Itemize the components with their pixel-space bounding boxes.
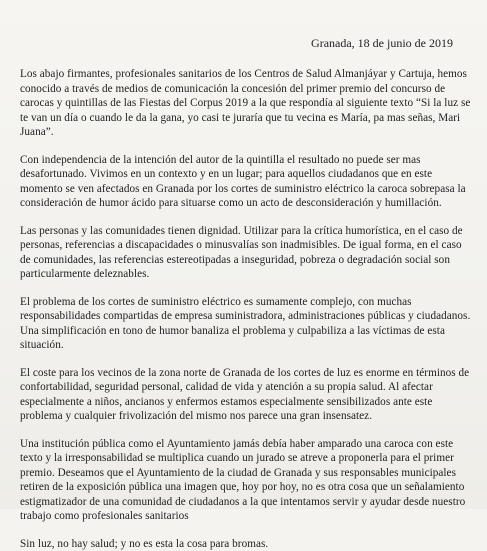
paragraph-complexity: El problema de los cortes de suministro eléctrico es sumamente complejo, con muchas responsabilidades compartidas de empresa suministradora, administraciones públicas y ciudadanos. Una simplificación en tono de humor banaliza el problema y culpabiliza a las víctimas de esta situación. (20, 295, 471, 353)
paragraph-closing: Sin luz, no hay salud; y no es esta la cosa para bromas. (20, 537, 471, 551)
paragraph-dignity: Las personas y las comunidades tienen dignidad. Utilizar para la crítica humorística, en el caso de personas, referencias a discapacidades o minusvalías son inadmisibles. De igual forma, en el caso de comunidades, las referencias estereotipadas a inseguridad, pobreza o degradación social son particularmente deleznables. (20, 224, 471, 282)
paragraph-cost: El coste para los vecinos de la zona norte de Granada de los cortes de luz es enorme en términos de confortabilidad, seguridad personal, calidad de vida y atención a su propia salud. Al afectar especialmente a niños, ancianos y enfermos estamos especialmente sensibilizados ante este problema y cualquier frivolización del mismo nos parece una gran insensatez. (20, 366, 471, 424)
paragraph-context: Con independencia de la intención del autor de la quintilla el resultado no puede ser mas desafortunado. Vivimos en un contexto y en un lugar; para aquellos ciudadanos que en este momento se ven afectados en Granada por los cortes de suministro eléctrico la caroca sobrepasa la consideración de humor ácido para situarse como un acto de desconsideración y humillación. (20, 153, 471, 211)
letter-date: Granada, 18 de junio de 2019 (20, 36, 453, 50)
paragraph-institution: Una institución pública como el Ayuntamiento jamás debía haber amparado una caroca con este texto y la irresponsabilidad se multiplica cuando un jurado se atreve a proponerla para el primer premio. Deseamos que el Ayuntamiento de la ciudad de Granada y sus responsables municipales retiren de la exposición pública una imagen que, hoy por hoy, no es otra cosa que un señalamiento estigmatizador de una comunidad de ciudadanos a la que intentamos servir y ayudar desde nuestro trabajo como profesionales sanitarios (20, 437, 471, 524)
paragraph-intro: Los abajo firmantes, profesionales sanitarios de los Centros de Salud Almanjáyar y Cartuja, hemos conocido a través de medios de comunicación la concesión del primer premio del concurso de carocas y quintillas de las Fiestas del Corpus 2019 a la que respondía al siguiente texto “Si la luz se te van un día o cuando le da la gana, yo casi te juraría que tu vecina es María, pa mas señas, Mari Juana”. (20, 67, 471, 140)
